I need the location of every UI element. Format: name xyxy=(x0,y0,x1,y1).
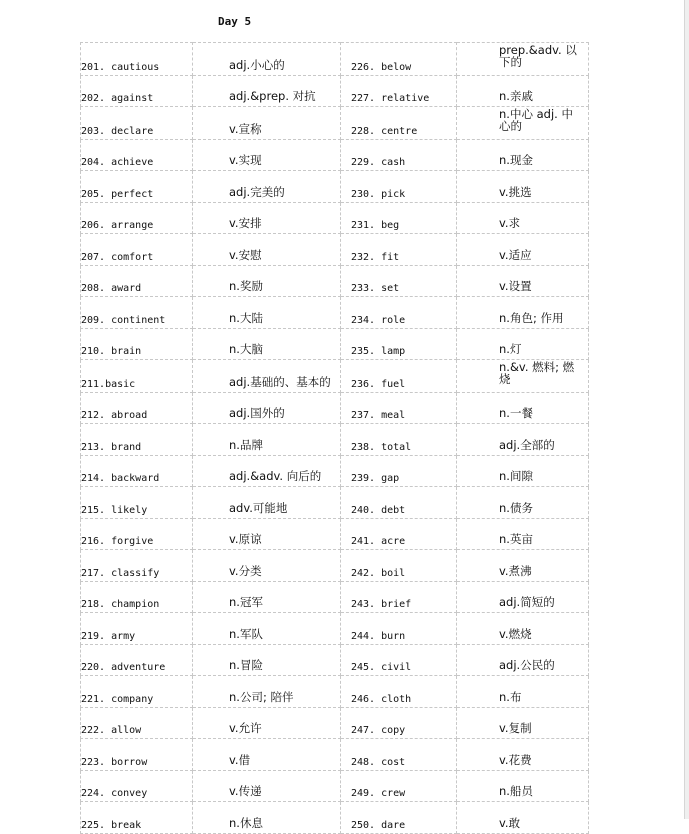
vocab-word-right: 227. relative xyxy=(341,75,457,107)
vocab-word-left: 201. cautious xyxy=(81,43,193,76)
vocab-row xyxy=(81,265,589,297)
vocab-word-right: 240. debt xyxy=(341,487,457,519)
vocab-word-right: 243. brief xyxy=(341,581,457,613)
vocab-word-left: 202. against xyxy=(81,75,193,107)
vocab-meaning-left: n.品牌 xyxy=(193,424,341,456)
vocab-row xyxy=(81,75,589,107)
vocab-meaning-right: n.灯 xyxy=(457,328,589,360)
vocab-word-left: 214. backward xyxy=(81,455,193,487)
vocab-meaning-left: v.安排 xyxy=(193,202,341,234)
vocab-row xyxy=(81,644,589,676)
vocab-meaning-right: n.&v. 燃料; 燃烧 xyxy=(457,360,589,393)
vocab-row xyxy=(81,770,589,802)
vocab-word-right: 230. pick xyxy=(341,171,457,203)
vocab-row xyxy=(81,739,589,771)
vocab-word-left: 211.basic xyxy=(81,360,193,393)
vocab-row xyxy=(81,487,589,519)
vocab-row xyxy=(81,297,589,329)
vocab-meaning-left: adj.基础的、基本的 xyxy=(193,360,341,393)
vocab-meaning-right: n.角色; 作用 xyxy=(457,297,589,329)
vocab-word-right: 226. below xyxy=(341,43,457,76)
vocab-word-right: 237. meal xyxy=(341,392,457,424)
vocab-meaning-left: adj.&prep. 对抗 xyxy=(193,75,341,107)
vocab-meaning-right: n.中心 adj. 中心的 xyxy=(457,107,589,140)
vocab-meaning-left: v.允许 xyxy=(193,707,341,739)
vocab-word-left: 215. likely xyxy=(81,487,193,519)
vocab-meaning-right: v.挑选 xyxy=(457,171,589,203)
vocabulary-table xyxy=(80,42,589,834)
vocab-meaning-right: n.船员 xyxy=(457,770,589,802)
vocab-row xyxy=(81,550,589,582)
vocab-meaning-left: adj.国外的 xyxy=(193,392,341,424)
vocab-word-right: 232. fit xyxy=(341,234,457,266)
vocab-row xyxy=(81,234,589,266)
vocab-word-right: 231. beg xyxy=(341,202,457,234)
vocab-word-right: 236. fuel xyxy=(341,360,457,393)
vocab-word-left: 206. arrange xyxy=(81,202,193,234)
vocab-row xyxy=(81,455,589,487)
vocab-row xyxy=(81,328,589,360)
vocab-row xyxy=(81,613,589,645)
vocab-meaning-left: v.原谅 xyxy=(193,518,341,550)
vocab-word-right: 248. cost xyxy=(341,739,457,771)
vocab-word-left: 213. brand xyxy=(81,424,193,456)
vocab-meaning-right: v.求 xyxy=(457,202,589,234)
vocab-word-left: 219. army xyxy=(81,613,193,645)
vocab-meaning-left: adv.可能地 xyxy=(193,487,341,519)
vocab-meaning-left: n.冠军 xyxy=(193,581,341,613)
vocab-word-left: 223. borrow xyxy=(81,739,193,771)
vocab-meaning-right: n.英亩 xyxy=(457,518,589,550)
vocab-row xyxy=(81,202,589,234)
vocab-word-right: 245. civil xyxy=(341,644,457,676)
vocab-meaning-right: v.燃烧 xyxy=(457,613,589,645)
vocab-meaning-left: n.军队 xyxy=(193,613,341,645)
vocab-meaning-left: v.实现 xyxy=(193,139,341,171)
vocab-word-left: 217. classify xyxy=(81,550,193,582)
vocab-word-right: 247. copy xyxy=(341,707,457,739)
vocab-meaning-right: n.现金 xyxy=(457,139,589,171)
vocab-row xyxy=(81,518,589,550)
vocab-row xyxy=(81,707,589,739)
vocab-meaning-left: v.安慰 xyxy=(193,234,341,266)
vocab-row xyxy=(81,171,589,203)
vocab-meaning-right: v.适应 xyxy=(457,234,589,266)
vocab-word-left: 224. convey xyxy=(81,770,193,802)
vocab-meaning-right: n.债务 xyxy=(457,487,589,519)
vocab-word-left: 218. champion xyxy=(81,581,193,613)
vocab-word-right: 250. dare xyxy=(341,802,457,834)
vocab-row xyxy=(81,392,589,424)
vocab-word-left: 222. allow xyxy=(81,707,193,739)
vocab-meaning-left: adj.完美的 xyxy=(193,171,341,203)
vocab-word-left: 207. comfort xyxy=(81,234,193,266)
vocab-meaning-left: v.传递 xyxy=(193,770,341,802)
vocab-word-left: 208. award xyxy=(81,265,193,297)
vocab-word-left: 220. adventure xyxy=(81,644,193,676)
vocab-word-left: 212. abroad xyxy=(81,392,193,424)
page-title: Day 5 xyxy=(218,15,252,28)
vocab-meaning-right: v.设置 xyxy=(457,265,589,297)
vocab-meaning-right: adj.公民的 xyxy=(457,644,589,676)
vocab-meaning-left: n.大脑 xyxy=(193,328,341,360)
vocab-meaning-left: v.宣称 xyxy=(193,107,341,140)
vocab-row xyxy=(81,676,589,708)
vocab-word-right: 228. centre xyxy=(341,107,457,140)
vocab-word-left: 210. brain xyxy=(81,328,193,360)
vocab-meaning-left: n.奖励 xyxy=(193,265,341,297)
vocab-meaning-right: prep.&adv. 以下的 xyxy=(457,43,589,76)
vocab-meaning-right: n.布 xyxy=(457,676,589,708)
vocab-word-left: 225. break xyxy=(81,802,193,834)
vocab-word-right: 238. total xyxy=(341,424,457,456)
vocab-word-left: 216. forgive xyxy=(81,518,193,550)
vocab-row xyxy=(81,360,589,393)
vocab-word-right: 234. role xyxy=(341,297,457,329)
vocab-row xyxy=(81,139,589,171)
vocab-word-right: 239. gap xyxy=(341,455,457,487)
vocab-meaning-right: adj.全部的 xyxy=(457,424,589,456)
vocab-word-left: 221. company xyxy=(81,676,193,708)
vocab-meaning-right: v.花费 xyxy=(457,739,589,771)
page-edge xyxy=(684,0,689,819)
vocab-meaning-left: n.冒险 xyxy=(193,644,341,676)
vocab-word-left: 203. declare xyxy=(81,107,193,140)
vocab-word-right: 235. lamp xyxy=(341,328,457,360)
vocab-meaning-left: n.公司; 陪伴 xyxy=(193,676,341,708)
vocab-meaning-left: v.借 xyxy=(193,739,341,771)
vocab-word-left: 205. perfect xyxy=(81,171,193,203)
vocab-meaning-right: n.间隙 xyxy=(457,455,589,487)
vocab-word-right: 249. crew xyxy=(341,770,457,802)
vocab-meaning-left: n.大陆 xyxy=(193,297,341,329)
vocab-row xyxy=(81,43,589,76)
vocab-word-right: 229. cash xyxy=(341,139,457,171)
vocab-row xyxy=(81,107,589,140)
vocab-word-right: 244. burn xyxy=(341,613,457,645)
vocab-row xyxy=(81,802,589,834)
vocab-word-right: 233. set xyxy=(341,265,457,297)
vocab-meaning-left: adj.&adv. 向后的 xyxy=(193,455,341,487)
vocab-meaning-right: n.一餐 xyxy=(457,392,589,424)
vocab-row xyxy=(81,424,589,456)
vocab-meaning-right: v.敢 xyxy=(457,802,589,834)
vocab-meaning-right: v.煮沸 xyxy=(457,550,589,582)
vocab-meaning-right: v.复制 xyxy=(457,707,589,739)
vocab-meaning-right: n.亲戚 xyxy=(457,75,589,107)
vocab-row xyxy=(81,581,589,613)
vocab-word-right: 246. cloth xyxy=(341,676,457,708)
vocab-meaning-right: adj.简短的 xyxy=(457,581,589,613)
vocab-meaning-left: n.休息 xyxy=(193,802,341,834)
vocab-word-right: 242. boil xyxy=(341,550,457,582)
vocabulary-table-body xyxy=(81,43,589,834)
vocab-meaning-left: v.分类 xyxy=(193,550,341,582)
vocab-word-left: 209. continent xyxy=(81,297,193,329)
vocab-word-left: 204. achieve xyxy=(81,139,193,171)
vocab-word-right: 241. acre xyxy=(341,518,457,550)
vocab-meaning-left: adj.小心的 xyxy=(193,43,341,76)
